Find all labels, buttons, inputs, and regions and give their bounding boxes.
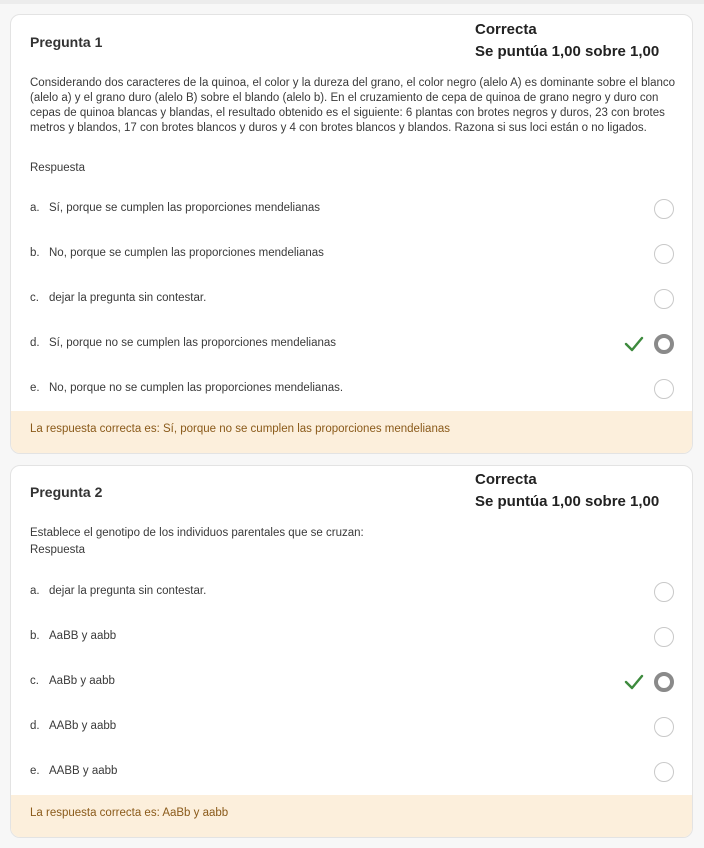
radio-button[interactable]: [654, 582, 674, 602]
radio-button[interactable]: [654, 762, 674, 782]
question-title: Pregunta 1: [30, 34, 103, 50]
option-e[interactable]: [11, 375, 693, 403]
question-card-1: [10, 14, 693, 454]
option-letter: b.: [30, 247, 40, 259]
question-text: Establece el genotipo de los individuos parentales que se cruzan:: [30, 527, 364, 539]
option-letter: b.: [30, 630, 40, 642]
question-card-2: [10, 465, 693, 838]
question-grade: Se puntúa 1,00 sobre 1,00: [475, 43, 660, 60]
option-text: Sí, porque se cumplen las proporciones mendelianas: [49, 202, 321, 214]
response-label: Respuesta: [30, 162, 85, 174]
option-letter: e.: [30, 765, 40, 777]
option-a[interactable]: [11, 195, 693, 223]
correct-answer-feedback: La respuesta correcta es: Sí, porque no se cumplen las proporciones mendelianas: [11, 411, 693, 453]
option-text: Sí, porque no se cumplen las proporciones mendelianas: [49, 337, 337, 349]
option-letter: d.: [30, 337, 40, 349]
question-grade: Se puntúa 1,00 sobre 1,00: [475, 493, 660, 510]
top-divider: [0, 0, 704, 4]
option-b[interactable]: [11, 240, 693, 268]
option-e[interactable]: [11, 758, 693, 786]
radio-button[interactable]: [654, 244, 674, 264]
option-letter: e.: [30, 382, 40, 394]
option-d[interactable]: [11, 713, 693, 741]
option-text: No, porque se cumplen las proporciones mendelianas: [49, 247, 324, 259]
option-c[interactable]: [11, 285, 693, 313]
option-a[interactable]: [11, 578, 693, 606]
correct-check-icon: [623, 334, 645, 354]
option-letter: a.: [30, 585, 40, 597]
option-text: AaBB y aabb: [49, 630, 117, 642]
option-text: AABB y aabb: [49, 765, 118, 777]
correct-check-icon: [623, 672, 645, 692]
response-label: Respuesta: [30, 544, 85, 556]
option-letter: c.: [30, 675, 39, 687]
radio-button[interactable]: [654, 379, 674, 399]
option-letter: d.: [30, 720, 40, 732]
question-state: Correcta: [475, 21, 537, 38]
option-c[interactable]: [11, 668, 693, 696]
option-b[interactable]: [11, 623, 693, 651]
option-letter: c.: [30, 292, 39, 304]
radio-button-selected[interactable]: [654, 334, 674, 354]
radio-button[interactable]: [654, 627, 674, 647]
radio-button[interactable]: [654, 199, 674, 219]
correct-answer-feedback: La respuesta correcta es: AaBb y aabb: [11, 795, 693, 837]
question-text: Considerando dos caracteres de la quinoa, el color y la dureza del grano, el color negro (alelo A) es dominante sobre el blanco (alelo a) y el grano duro (alelo B) sobre el blando (alelo b). En el cruzamiento de cepa de quinoa de grano negro y duro con cepas de quinoa blancas y blandas, el resultado obtenido es el siguiente: 6 plantas con brotes negros y duros, 23 con brotes metros y blandos, 17 con brotes blancos y duros y 4 con brotes blancos y blandos. Razona si sus loci están o no ligados.: [30, 77, 676, 134]
option-text: AaBb y aabb: [49, 675, 115, 687]
option-text: No, porque no se cumplen las proporciones mendelianas.: [49, 382, 344, 394]
option-text: dejar la pregunta sin contestar.: [49, 585, 207, 597]
radio-button-selected[interactable]: [654, 672, 674, 692]
question-state: Correcta: [475, 471, 537, 488]
option-letter: a.: [30, 202, 40, 214]
option-d[interactable]: [11, 330, 693, 358]
option-text: AABb y aabb: [49, 720, 117, 732]
option-text: dejar la pregunta sin contestar.: [49, 292, 207, 304]
question-title: Pregunta 2: [30, 484, 103, 500]
radio-button[interactable]: [654, 717, 674, 737]
radio-button[interactable]: [654, 289, 674, 309]
